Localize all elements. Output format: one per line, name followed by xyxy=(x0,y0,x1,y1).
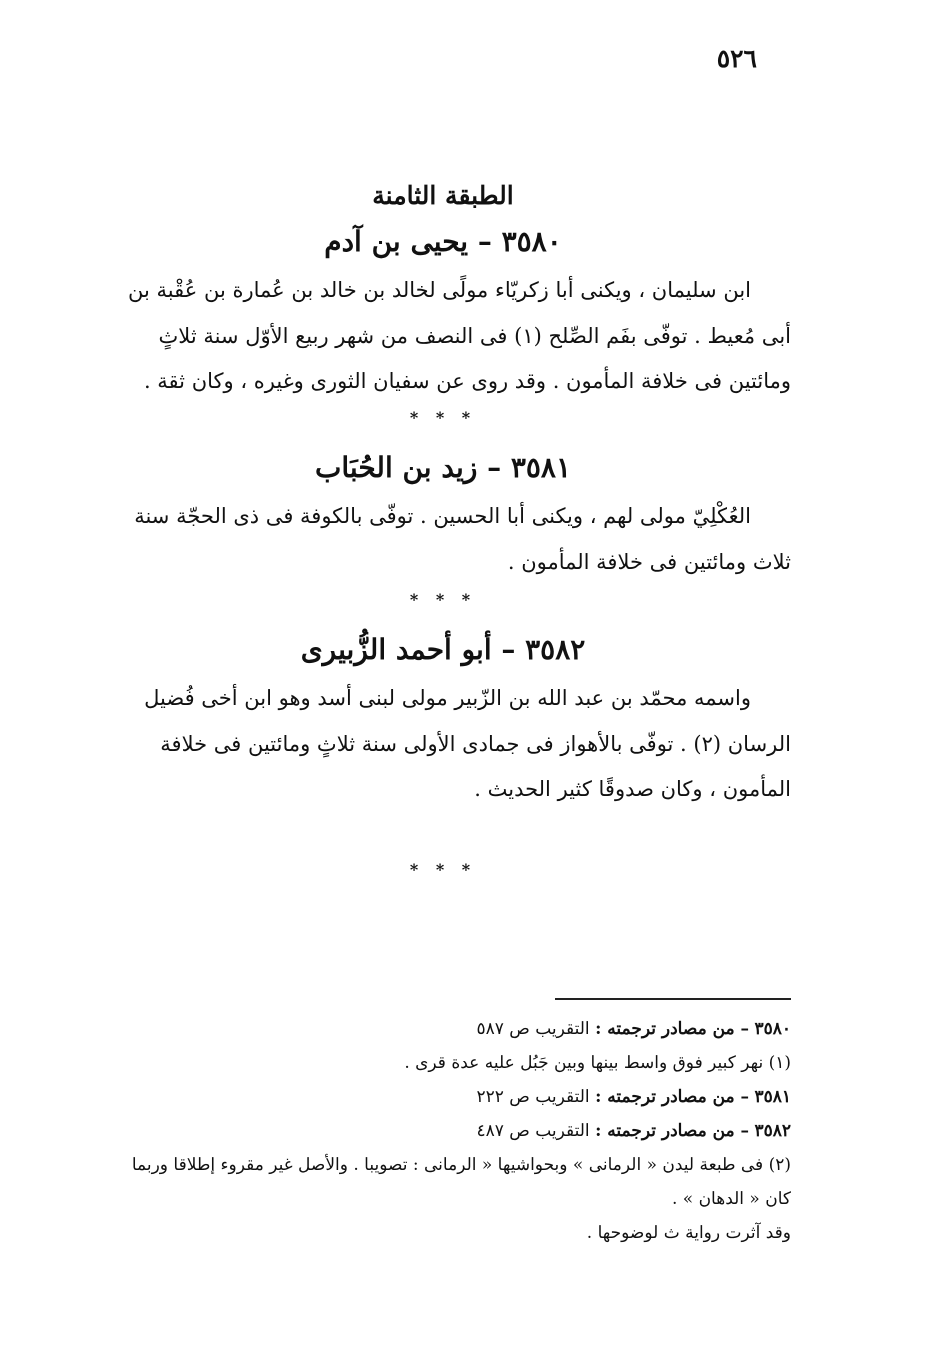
entry-title: ٣٥٨١ – زيد بن الحُبَاب xyxy=(315,451,571,484)
separator: * * * xyxy=(409,860,477,879)
footnote-line: ٣٥٨١ – من مصادر ترجمته : التقريب ص ٢٢٢ xyxy=(476,1087,791,1107)
entry-title: ٣٥٨٠ – يحيى بن آدم xyxy=(324,225,562,258)
entry-3581 xyxy=(95,446,791,585)
footnote-line: كان « الدهان » . xyxy=(671,1189,791,1209)
section-heading-block xyxy=(95,176,791,216)
separator: * * * xyxy=(409,408,477,427)
footnote-line: ٣٥٨٢ – من مصادر ترجمته : التقريب ص ٤٨٧ xyxy=(476,1121,791,1141)
entry-body xyxy=(95,494,791,585)
entry-line: واسمه محمّد بن عبد الله بن الزّبير مولى لبنى أسد وهو ابن أخى فُضيل xyxy=(144,686,751,710)
entry-line: المأمون ، وكان صدوقًا كثير الحديث . xyxy=(474,777,791,801)
footnotes xyxy=(95,1012,791,1250)
entry-line: ثلاث ومائتين فى خلافة المأمون . xyxy=(507,549,791,574)
entry-line: أبى مُعيط . توفّى بفَم الصِّلح (١) فى النصف من شهر ربيع الأوّل سنة ثلاثٍ xyxy=(158,323,791,348)
footnote-line: ٣٥٨٠ – من مصادر ترجمته : التقريب ص ٥٨٧ xyxy=(476,1019,791,1039)
section-heading: الطبقة الثامنة xyxy=(372,181,514,210)
page-number: ٥٢٦ xyxy=(716,44,757,73)
entry-3582 xyxy=(95,628,791,813)
footnote-line: وقد آثرت رواية ث لوضوحها . xyxy=(586,1223,791,1243)
entry-title: ٣٥٨٢ – أبو أحمد الزُّبيرى xyxy=(300,633,586,666)
entry-line: ومائتين فى خلافة المأمون . وقد روى عن سفيان الثورى وغيره ، وكان ثقة . xyxy=(143,369,791,393)
footnote-rule xyxy=(555,998,791,1000)
entry-body xyxy=(95,268,791,405)
footnote-line: (١) نهر كبير فوق واسط بينها وبين جَبُل عليه عدة قرى . xyxy=(404,1053,791,1073)
footnote-line: (٢) فى طبعة ليدن « الرمانى » وبحواشيها « الرمانى : تصويبا . والأصل غير مقروء إطلاقا وربما xyxy=(131,1155,791,1175)
entry-body xyxy=(95,676,791,813)
entry-line: العُكْلِيّ مولى لهم ، ويكنى أبا الحسين . توفّى بالكوفة فى ذى الحجّة سنة xyxy=(134,504,751,528)
entry-3580 xyxy=(95,220,791,405)
entry-line: الرسان (٢) . توفّى بالأهواز فى جمادى الأولى سنة ثلاثٍ ومائتين فى خلافة xyxy=(160,731,791,756)
separator: * * * xyxy=(409,590,477,609)
entry-line: ابن سليمان ، ويكنى أبا زكريّاء مولًى لخالد بن خالد بن عُمارة بن عُقْبة بن xyxy=(128,278,751,302)
